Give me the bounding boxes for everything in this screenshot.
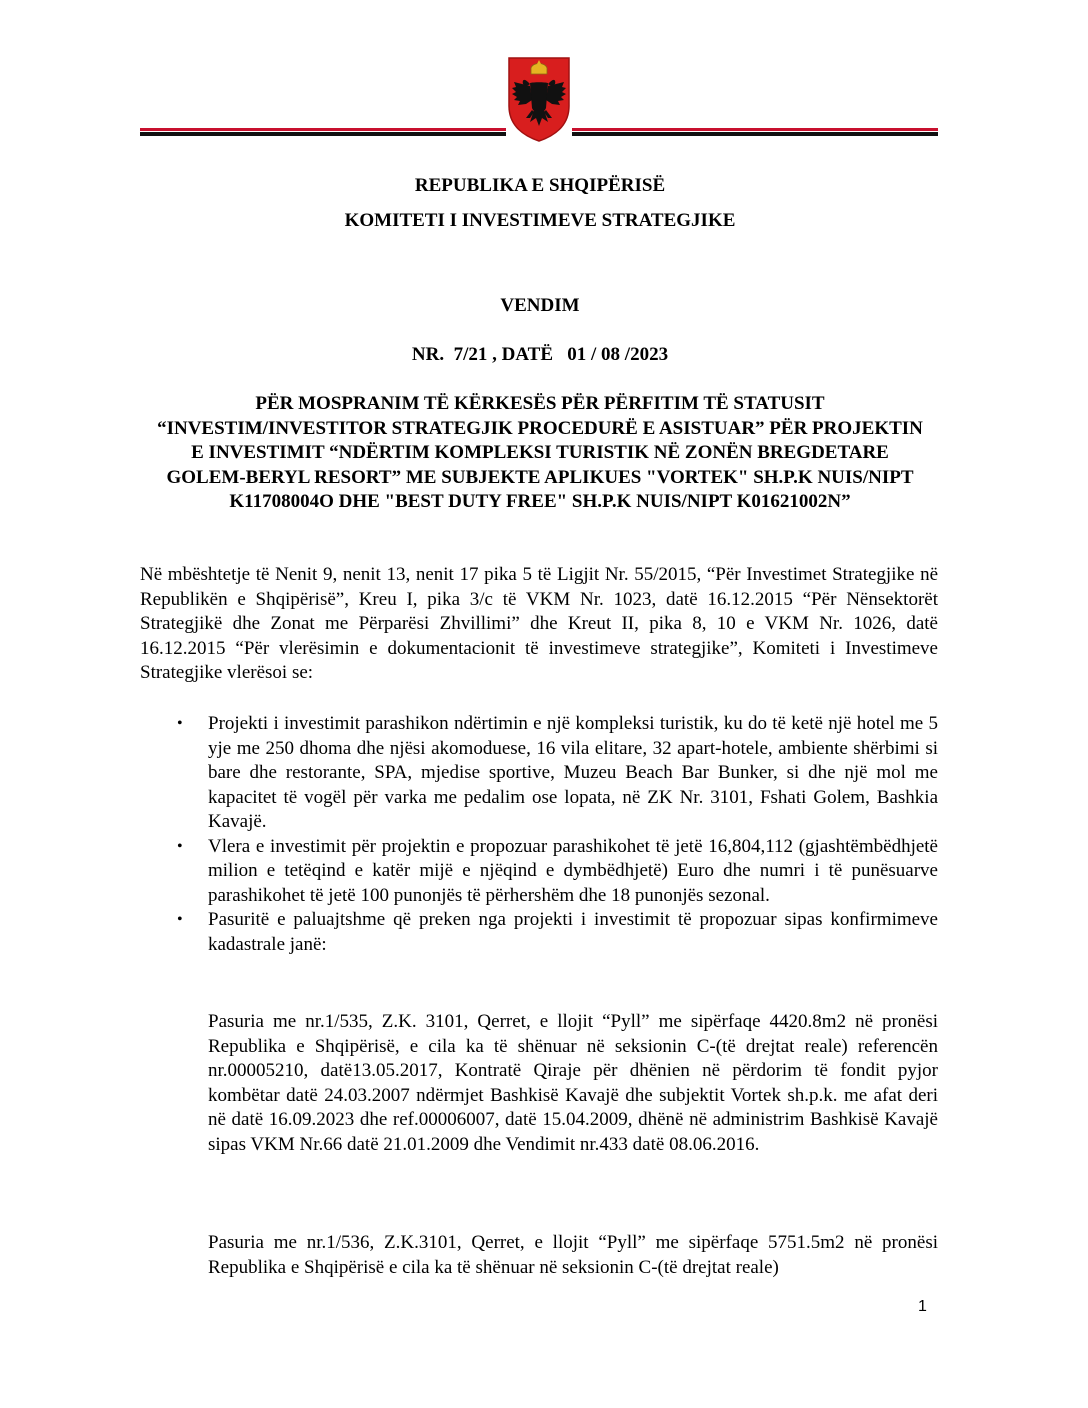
list-item: • Vlera e investimit për projektin e propozuar parashikohet të jetë 16,804,112 (gjashtëmbëdhjetë milion e tetëqind e katër mijë e njëqind e dymbëdhjetë) Euro dhe numri i të punësuarve parashikohet të jetë 100 punonjës të përhershëm dhe 18 punonjës sezonal. [177,835,938,906]
property-paragraph-1: Pasuria me nr.1/535, Z.K. 3101, Qerret, e llojit “Pyll” me sipërfaqe 4420.8m2 në pronësi Republika e Shqipërisë, e cila ka të shënuar në seksionin C-(të drejtat reale) referencën nr.00005210, datë13.05.2017, Kontratë Qiraje për dhënien në përdorim të fondit pyjor kombëtar datë 24.03.2007 ndërmjet Bashkisë Kavajë dhe subjektit Vortek sh.p.k. me afat deri në datë 16.09.2023 dhe ref.00006007, datë 15.04.2009, dhënë në administrim Bashkisë Kavajë sipas VKM Nr.66 datë 21.01.2009 dhe Vendimit nr.433 datë 08.06.2016. [208,1011,938,1155]
header-rule-black-right [572,132,938,136]
decision-subject: PËR MOSPRANIM TË KËRKESËS PËR PËRFITIM TË STATUSIT “INVESTIM/INVESTITOR STRATEGJIK PROCEDURË E ASISTUAR” PËR PROJEKTIN E INVESTIMIT “NDËRTIM KOMPLEKSI TURISTIK NË ZONËN BREGDETARE GOLEM-BERYL RESORT” ME SUBJEKTE APLIKUES "VORTEK" SH.P.K NUIS/NIPT K11708004O DHE "BEST DUTY FREE" SH.P.K NUIS/NIPT K01621002N” [157,393,923,512]
header-rule-red-left [140,128,506,131]
bullet-icon: • [177,837,183,855]
intro-paragraph: Në mbështetje të Nenit 9, nenit 13, nenit 17 pika 5 të Ligjit Nr. 55/2015, “Për Investimet Strategjike në Republikën e Shqipërisë”, Kreu I, pika 3/c të VKM Nr. 1023, datë 16.12.2015 “Për Nënsektorët Strategjikë dhe Zonat me Përparësi Zhvillimi” dhe Kreut II, pika 8, 10 e VKM Nr. 1026, datë 16.12.2015 “Për vlerësimin e dokumentacionit të investimeve strategjike”, Komiteti i Investimeve Strategjike vlerësoi se: [140,564,938,683]
property-paragraph-2: Pasuria me nr.1/536, Z.K.3101, Qerret, e llojit “Pyll” me sipërfaqe 5751.5m2 në pronësi Republika e Shqipërisë e cila ka të shënuar në seksionin C-(të drejtat reale) [208,1232,938,1278]
institution-heading: KOMITETI I INVESTIMEVE STRATEGJIKE [344,210,736,231]
findings-list [160,712,938,957]
country-heading: REPUBLIKA E SHQIPËRISË [414,175,666,196]
bullet-icon: • [177,911,183,928]
coat-of-arms-icon [506,56,572,142]
decision-label: VENDIM [500,295,580,316]
page-number: 1 [918,1298,927,1315]
bullet-icon: • [177,715,183,732]
list-item: • Pasuritë e paluajtshme që preken nga projekti i investimit të propozuar sipas konfirmimeve kadastrale janë: [177,909,938,955]
header-rule-red-right [572,128,938,131]
header-rule-black-left [140,132,506,136]
decision-number-line: NR. 7/21 , DATË 01 / 08 /2023 [411,344,669,365]
list-item: • Projekti i investimit parashikon ndërtimin e një kompleksi turistik, ku do të ketë një hotel me 5 yje me 250 dhoma dhe njësi akomoduese, 16 vila elitare, 32 apart-hotele, ambiente shërbimi si bare dhe restorante, SPA, mjedise sportive, Muzeu Beach Bar Bunker, si dhe një mol me kapacitet të vogël për varka me pedalim ose lopata, në ZK Nr. 3101, Fshati Golem, Bashkia Kavajë. [177,713,938,832]
